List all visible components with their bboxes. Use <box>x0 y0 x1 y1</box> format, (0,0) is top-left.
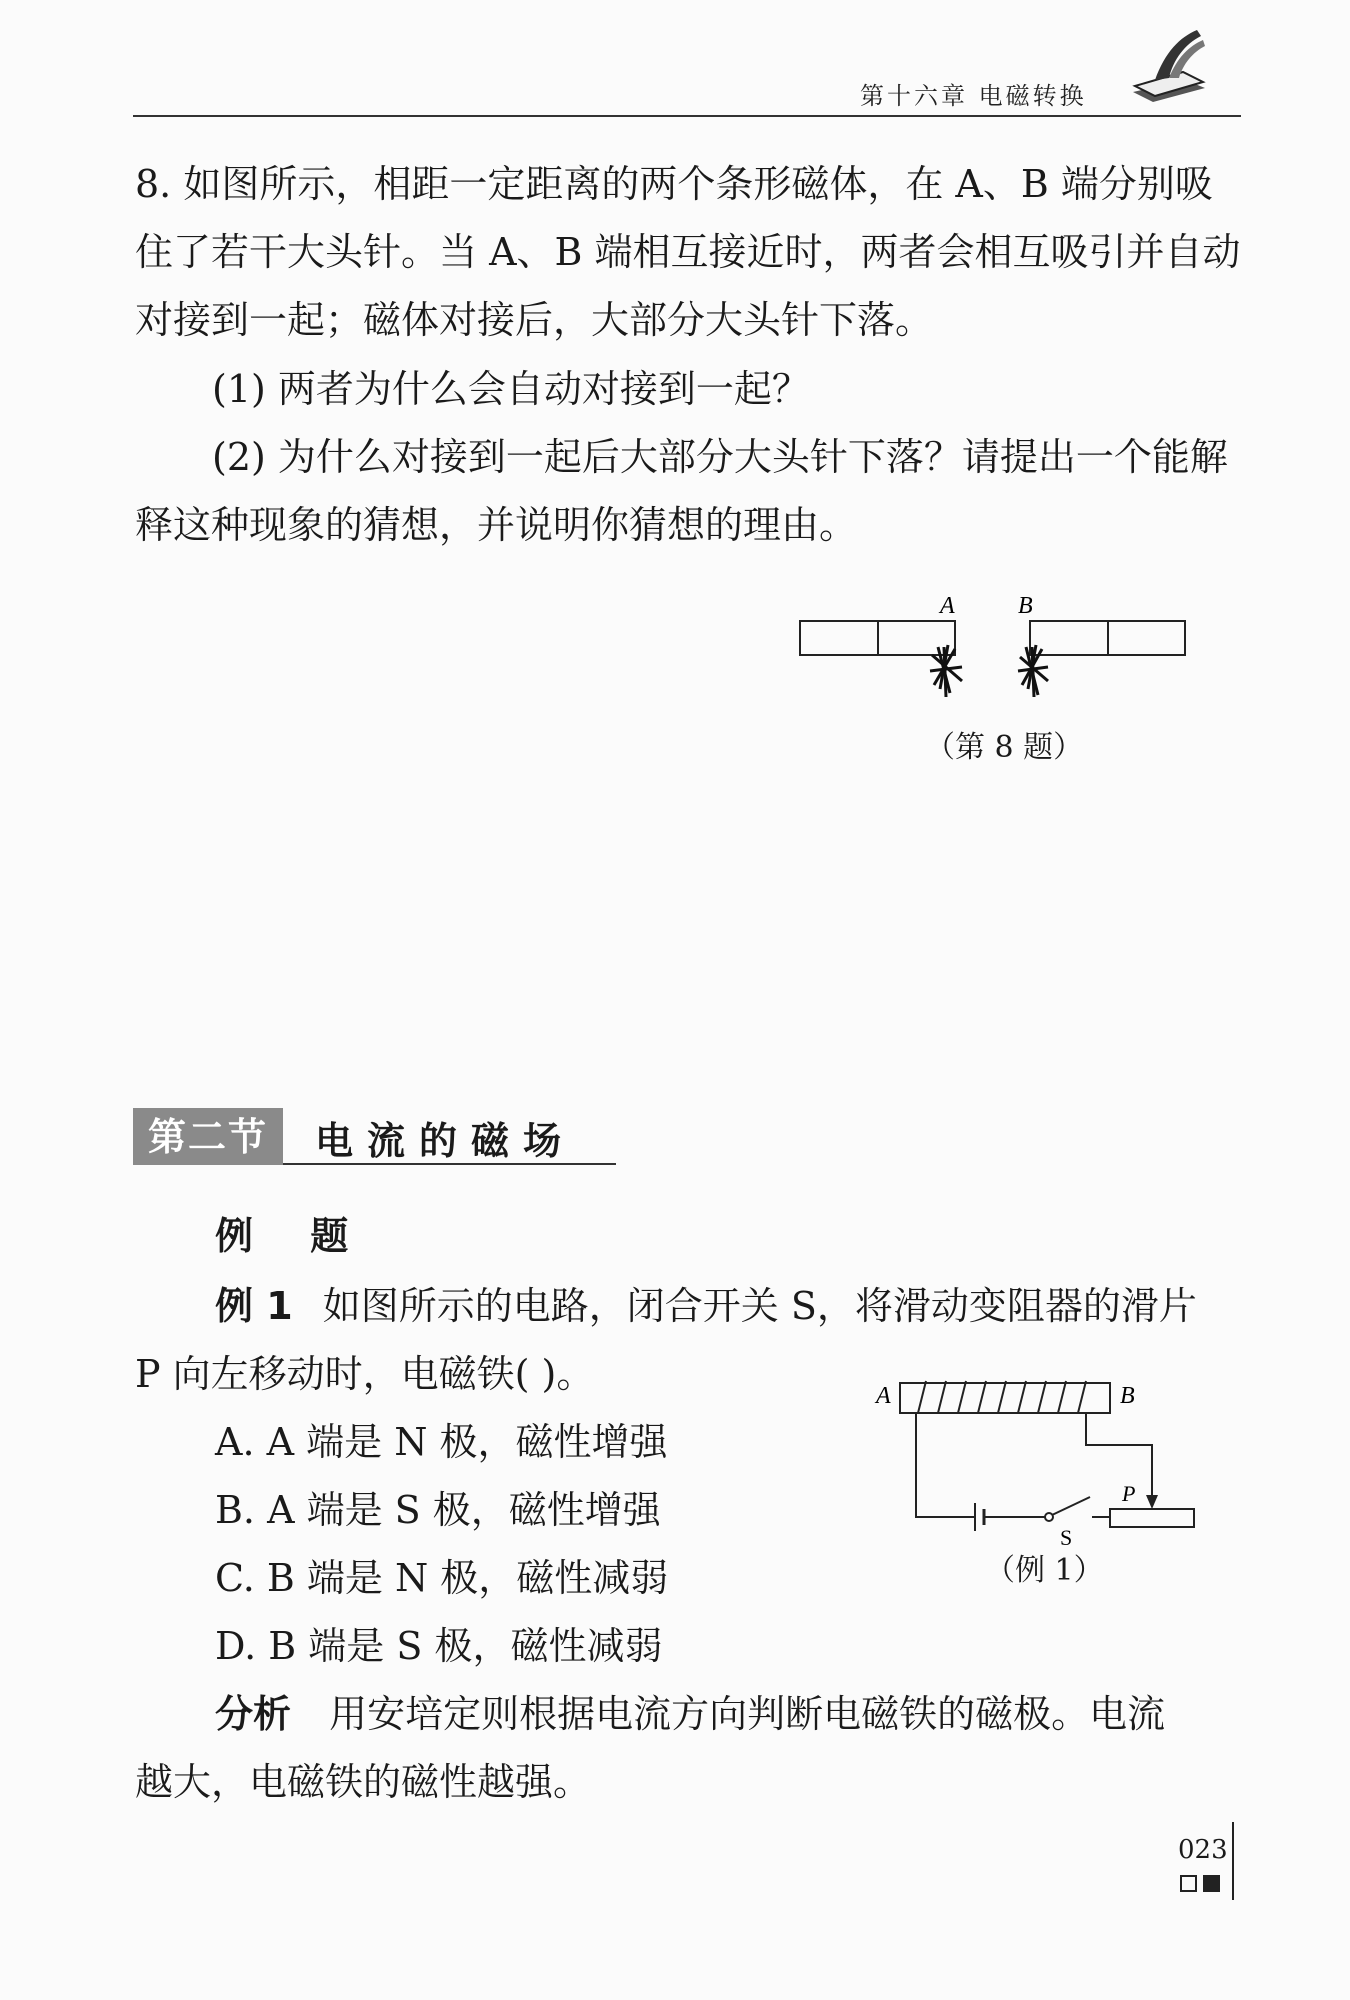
option-c: C. B 端是 N 极，磁性减弱 <box>215 1556 669 1600</box>
example-1-caption: （例 1） <box>985 1553 1104 1588</box>
analysis-label: 分析 <box>215 1692 292 1736</box>
option-a: A. A 端是 N 极，磁性增强 <box>215 1420 668 1464</box>
example-1-stem-line-2: P 向左移动时，电磁铁( )。 <box>135 1352 595 1396</box>
question-8-part-2: (2) 为什么对接到一起后大部分大头针下落？请提出一个能解释这种现象的猜想，并说明你猜想的理由。 <box>135 435 1228 547</box>
switch-label: S <box>1060 1525 1073 1550</box>
section-rule <box>283 1163 616 1165</box>
example-heading: 例 题 <box>215 1214 371 1258</box>
magnet-end-b-label: B <box>1018 593 1033 619</box>
slider-p-label: P <box>1122 1481 1136 1506</box>
example-1-label: 例 1 <box>215 1284 293 1328</box>
book-icon <box>1125 22 1215 112</box>
page-number: 023 <box>1178 1835 1228 1865</box>
option-b: B. A 端是 S 极，磁性增强 <box>215 1488 661 1532</box>
figure-8-caption: （第 8 题） <box>925 730 1084 765</box>
switch-blade <box>1052 1497 1090 1515</box>
option-d: D. B 端是 S 极，磁性减弱 <box>215 1624 663 1668</box>
chapter-header: 第十六章 电磁转换 <box>860 82 1087 110</box>
section-badge: 第二节 <box>133 1108 283 1165</box>
pins-at-b <box>1018 645 1048 697</box>
pins-at-a <box>930 645 962 697</box>
slide-rheostat <box>1110 1509 1194 1527</box>
magnet-end-a-label: A <box>940 593 955 619</box>
analysis-line-2: 越大，电磁铁的磁性越强。 <box>135 1760 592 1804</box>
question-8-part-1: (1) 两者为什么会自动对接到一起？ <box>212 367 810 411</box>
example-1-stem-line-1: 例 1 如图所示的电路，闭合开关 S，将滑动变阻器的滑片 <box>215 1284 1197 1328</box>
slider-arrow <box>1146 1495 1158 1509</box>
page-marker-filled <box>1203 1875 1220 1892</box>
coil-end-a-label: A <box>876 1383 891 1409</box>
header-rule <box>133 115 1241 117</box>
example-1-circuit-diagram <box>860 1355 1220 1550</box>
section-title: 电流的磁场 <box>315 1119 576 1163</box>
page-marker-outline <box>1180 1875 1197 1892</box>
electromagnet-coil <box>918 1381 1086 1413</box>
page-number-bar <box>1232 1822 1234 1900</box>
question-8-body: 8. 如图所示，相距一定距离的两个条形磁体，在 A、B 端分别吸住了若干大头针。当 A、B 端相互接近时，两者会相互吸引并自动对接到一起；磁体对接后，大部分大头针下落。 <box>135 162 1241 342</box>
analysis-line-1: 分析 用安培定则根据电流方向判断电磁铁的磁极。电流 <box>215 1692 1166 1736</box>
figure-8-bar-magnets <box>790 585 1210 705</box>
coil-end-b-label: B <box>1120 1383 1135 1409</box>
